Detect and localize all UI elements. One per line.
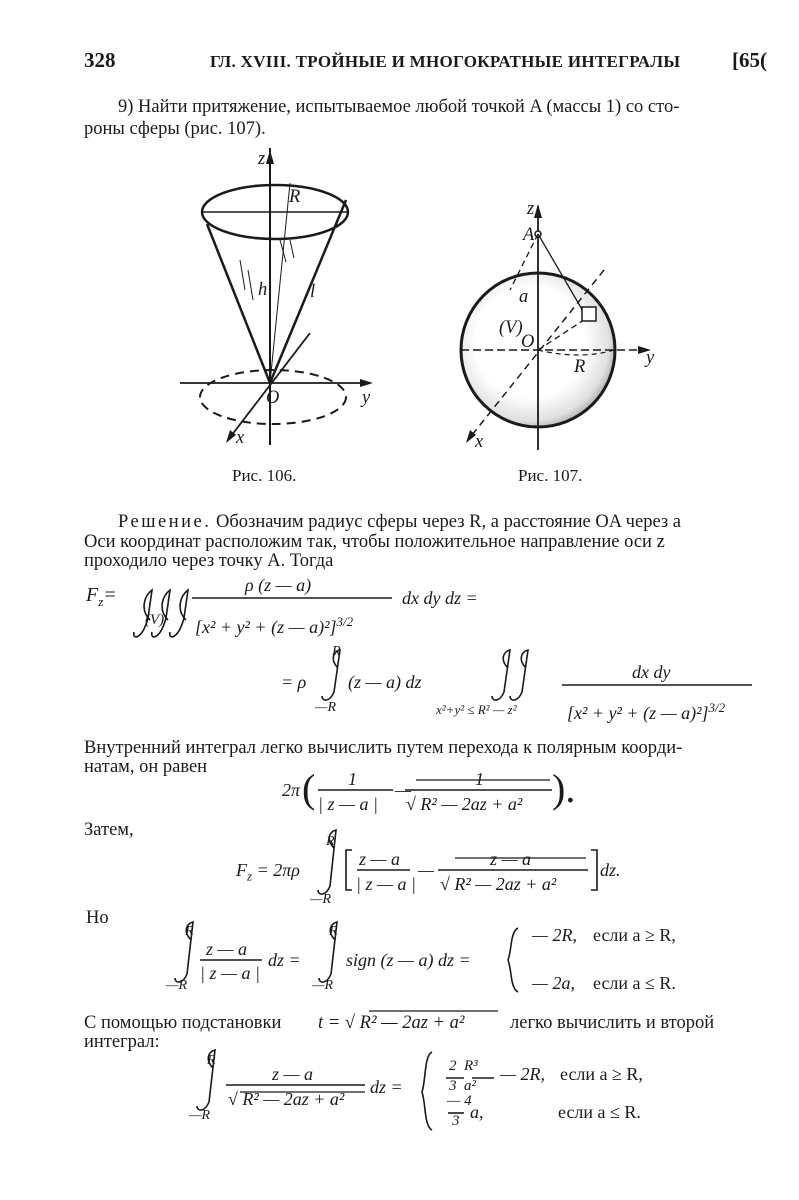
solution-line-1: [118, 512, 681, 532]
int-sign-3a: [492, 650, 510, 700]
fig106-y-label: y: [362, 388, 371, 408]
fig107-R-label: R: [574, 357, 586, 377]
eq3-num-1: 1: [348, 769, 357, 789]
no-label: Но: [86, 908, 109, 928]
eq6-dz: dz =: [370, 1077, 403, 1097]
fig106-z-label: z: [258, 149, 266, 169]
eq1-lhs: $F_z=$: [86, 584, 117, 609]
eq1-denominator: [x² + y² + (z — a)²]$^{3/2}$: [195, 614, 354, 637]
fig107-caption: Рис. 107.: [518, 466, 583, 485]
eq4-lhs: $F_z = 2\pi\rho$: [236, 860, 300, 884]
eq4-left-bracket: [346, 850, 352, 890]
eq2-lhs: = ρ: [281, 672, 307, 692]
z-axis-arrow: [266, 150, 274, 164]
solution-line-3: проходило через точку A. Тогда: [84, 551, 334, 571]
eq6-cond-2: если a ≤ R.: [558, 1102, 641, 1122]
solution-line-1-rest: Обозначим радиус сферы через R, а расстояние OA через a: [211, 512, 682, 532]
cone-hatch-3: [240, 260, 245, 290]
eq6-upper: R: [207, 1053, 216, 1068]
eq6-case-1: — 2R,: [500, 1064, 545, 1084]
eq1-differentials: dx dy dz =: [402, 588, 478, 608]
eq4-minus: —: [418, 860, 435, 880]
eq4-upper: R: [326, 834, 335, 849]
eq5-den: | z — a |: [200, 963, 260, 983]
eq6-lower: —R: [189, 1108, 210, 1123]
eq1-numerator: ρ (z — a): [245, 575, 312, 595]
subst-line-1a: С помощью подстановки: [84, 1013, 282, 1033]
int-sign-3b: [510, 650, 528, 700]
eq6-num: z — a: [272, 1064, 314, 1084]
eq5-cond-1: если a ≥ R,: [593, 925, 676, 945]
eq2-numerator: dx dy: [632, 662, 671, 682]
fig107-x-label: x: [475, 432, 484, 452]
cone-hatch-1: [280, 240, 286, 262]
eq6-cond-1: если a ≥ R,: [560, 1064, 643, 1084]
figure-107-sphere: [461, 204, 651, 450]
eq3-body: 2π: [282, 780, 301, 800]
eq5-upper-1: R: [185, 924, 194, 939]
cone-slant-line: [270, 183, 290, 383]
eq6-case-2: a,: [470, 1102, 484, 1122]
fig107-A-label: A: [523, 225, 535, 245]
eq2-denominator: [x² + y² + (z — a)²]$^{3/2}$: [567, 700, 726, 723]
cone-left-side: [207, 224, 270, 383]
eq6-left-brace: [422, 1052, 432, 1130]
eq2-upper: R: [332, 644, 341, 659]
eq3-paren-left: (: [302, 766, 316, 811]
fig106-R-label: R: [289, 187, 301, 207]
subst-line-1b: легко вычислить и второй: [510, 1013, 715, 1033]
eq6-frac-4-den: 3: [452, 1113, 460, 1129]
eq4-right-bracket: [591, 850, 597, 890]
cone-hatch-2: [290, 240, 294, 258]
subst-line-2: интеграл:: [84, 1032, 160, 1052]
eq5-num: z — a: [206, 939, 248, 959]
problem-line-2: роны сферы (рис. 107).: [84, 119, 266, 139]
z-axis-arrow-2: [534, 204, 542, 218]
volume-element: [582, 307, 596, 321]
eq5-left-brace: [508, 928, 518, 992]
inner-line-2: натам, он равен: [84, 757, 208, 777]
eq6-frac-den: 3 a²: [449, 1078, 476, 1094]
page-number: 328: [84, 48, 116, 72]
eq5-case-1: — 2R,: [532, 925, 577, 945]
eq5-lower-2: —R: [312, 978, 333, 993]
eq2-lower: —R: [315, 700, 336, 715]
fig106-x-label: x: [236, 428, 245, 448]
problem-line-1: 9) Найти притяжение, испытываемое любой точкой A (массы 1) со сто-: [118, 97, 680, 117]
eq4-den-1: | z — a |: [356, 874, 416, 894]
eq5-cond-2: если a ≤ R.: [593, 973, 676, 993]
fig106-l-label: l: [310, 282, 316, 302]
inner-line-1: Внутренний интеграл легко вычислить путем перехода к полярным коорди-: [84, 738, 683, 758]
y-axis-arrow: [360, 379, 373, 387]
int-sign-1c: [170, 590, 188, 637]
eq4-num-2: z — a: [490, 849, 532, 869]
eq5-upper-2: R: [329, 924, 338, 939]
fig106-O-label: O: [266, 388, 280, 408]
eq2-domain: x²+y² ≤ R² — z²: [436, 702, 517, 717]
section-ref: [65(: [732, 48, 767, 72]
fig106-caption: Рис. 106.: [232, 466, 297, 485]
fig107-a-label: a: [519, 287, 529, 307]
eq6-frac-2-3: 2 R³: [449, 1058, 478, 1074]
eq6-frac-4: — 4: [447, 1093, 472, 1109]
eq2-integrand: (z — a) dz: [348, 672, 422, 692]
eq4-dz: dz.: [600, 860, 621, 880]
eq4-lower: —R: [310, 892, 331, 907]
eq1-domain: (V): [145, 612, 165, 628]
eq4-den-2: √ R² — 2az + a²: [440, 874, 557, 894]
eq5-sign: sign (z — a) dz =: [346, 950, 471, 970]
eq5-dz: dz =: [268, 950, 301, 970]
fig107-V-label: (V): [499, 318, 523, 338]
fig107-z-label: z: [527, 199, 535, 219]
fig106-h-label: h: [258, 280, 268, 300]
eq5-lower-1: —R: [166, 978, 187, 993]
eq3-den-2: √ R² — 2az + a²: [406, 794, 523, 814]
cone-right-side: [270, 200, 346, 383]
eq4-num-1: z — a: [359, 849, 401, 869]
solution-line-2: Оси координат расположим так, чтобы положительное направление оси z: [84, 532, 665, 552]
fig107-O-label: O: [521, 332, 535, 352]
eq3-paren-right: ).: [552, 766, 576, 811]
fig107-y-label: y: [646, 348, 655, 368]
eq6-den: √ R² — 2az + a²: [228, 1089, 345, 1109]
cone-hatch-4: [248, 270, 253, 300]
subst-formula: t = √ R² — 2az + a²: [318, 1013, 465, 1033]
eq3-minus: —: [395, 780, 412, 800]
solution-word: Решение.: [118, 512, 212, 532]
eq3-num-2: 1: [475, 769, 484, 789]
eq5-case-2: — 2a,: [532, 973, 576, 993]
eq3-den-1: | z — a |: [318, 794, 378, 814]
running-head: ГЛ. XVIII. ТРОЙНЫЕ И МНОГОКРАТНЫЕ ИНТЕГРАЛЫ: [210, 52, 681, 71]
zatem-label: Затем,: [84, 820, 134, 840]
